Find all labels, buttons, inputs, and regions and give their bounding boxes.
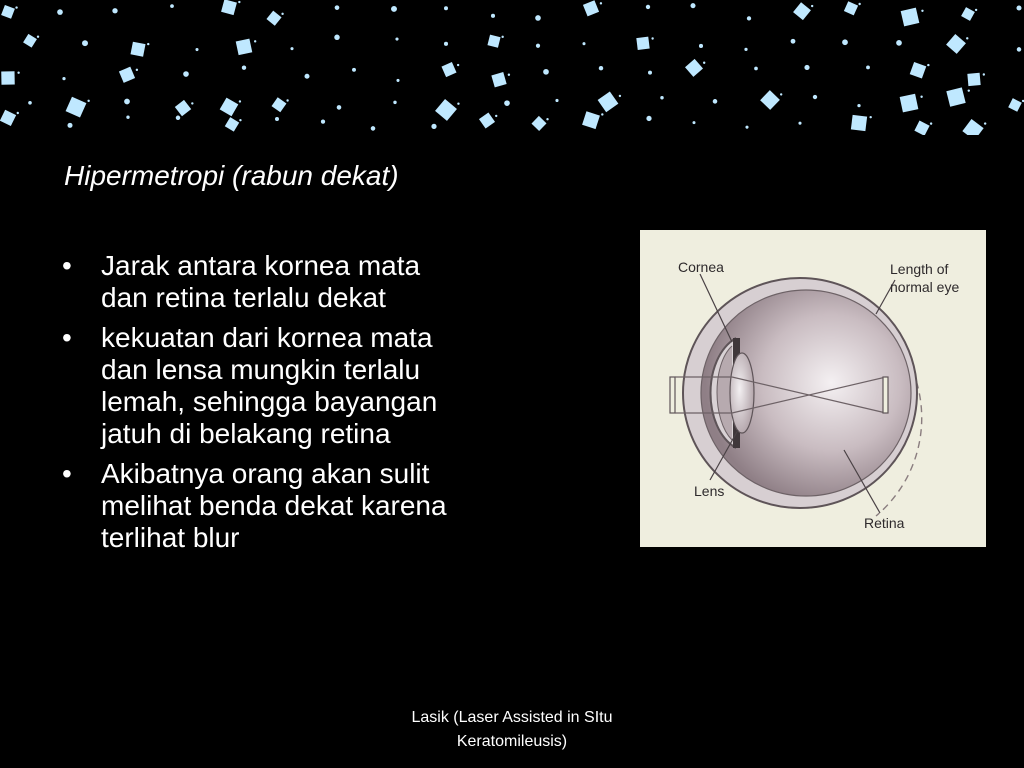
star-dot <box>335 5 340 10</box>
star-dot <box>112 8 117 13</box>
star-sparkle <box>281 13 283 15</box>
star-sparkle <box>254 40 256 42</box>
star-shape <box>236 39 253 56</box>
star-dot <box>747 16 751 20</box>
retina-label: Retina <box>864 515 905 531</box>
star-dot <box>393 101 396 104</box>
star-shape <box>435 99 457 121</box>
star-sparkle <box>600 2 602 4</box>
star-sparkle <box>37 36 39 38</box>
star-dot <box>646 5 650 9</box>
star-shape <box>272 97 287 112</box>
star-sparkle <box>975 9 977 11</box>
star-dot <box>304 74 309 79</box>
star-dot <box>352 68 356 72</box>
star-shape <box>225 117 239 131</box>
star-sparkle <box>619 95 621 97</box>
star-shape <box>910 62 927 79</box>
star-shape <box>946 34 966 54</box>
star-border-decoration <box>0 0 1024 135</box>
star-dot <box>1017 47 1021 51</box>
star-dot <box>791 39 796 44</box>
star-dot <box>444 42 448 46</box>
star-sparkle <box>601 113 603 115</box>
star-shape <box>0 110 16 126</box>
lens-shape <box>730 353 754 433</box>
star-dot <box>126 116 129 119</box>
star-dot <box>176 116 180 120</box>
star-shape <box>598 91 619 112</box>
star-dot <box>28 101 32 105</box>
star-shape <box>1 5 15 19</box>
object-left <box>670 377 675 413</box>
bullet-line: jatuh di belakang retina <box>101 418 391 449</box>
star-dot <box>699 44 703 48</box>
star-sparkle <box>87 100 89 102</box>
bullet-line: kekuatan dari kornea mata <box>101 322 433 353</box>
star-sparkle <box>457 64 459 66</box>
star-dot <box>124 99 130 105</box>
star-dot <box>599 66 603 70</box>
star-dot <box>896 40 902 46</box>
star-dot <box>183 71 189 77</box>
star-dot <box>535 15 541 21</box>
star-dot <box>431 124 436 129</box>
star-dot <box>744 48 747 51</box>
star-dot <box>555 99 558 102</box>
star-dot <box>371 126 376 131</box>
star-dot <box>504 100 510 106</box>
star-sparkle <box>17 112 19 114</box>
star-shape <box>901 8 920 27</box>
star-dot <box>321 119 325 123</box>
star-shape <box>914 121 929 135</box>
image-right <box>883 377 888 413</box>
star-sparkle <box>920 96 922 98</box>
star-dot <box>391 6 397 12</box>
star-dot <box>804 65 809 70</box>
star-sparkle <box>457 102 459 104</box>
star-sparkle <box>501 36 503 38</box>
star-shape <box>491 72 506 87</box>
star-shape <box>685 59 703 77</box>
bullet-item <box>56 250 536 314</box>
star-sparkle <box>239 119 241 121</box>
star-sparkle <box>147 43 149 45</box>
star-dot <box>57 9 63 15</box>
bullet-icon: • <box>62 322 72 353</box>
star-dot <box>334 35 339 40</box>
star-shape <box>487 35 500 48</box>
star-dot <box>491 14 495 18</box>
star-sparkle <box>930 122 932 124</box>
star-sparkle <box>869 116 871 118</box>
eye-diagram <box>640 230 986 547</box>
star-sparkle <box>966 37 968 39</box>
bullet-list <box>56 250 536 562</box>
star-sparkle <box>15 6 17 8</box>
star-shape <box>900 94 919 113</box>
star-shape <box>1008 98 1022 112</box>
star-shape <box>441 62 456 77</box>
star-shape <box>851 115 867 131</box>
star-sparkle <box>968 89 970 91</box>
star-shape <box>760 90 780 110</box>
star-dot <box>275 117 279 121</box>
star-shape <box>582 111 600 129</box>
star-shape <box>175 100 191 116</box>
star-shape <box>220 98 239 117</box>
bullet-line: terlihat blur <box>101 522 240 553</box>
star-shape <box>221 0 237 15</box>
star-sparkle <box>858 3 860 5</box>
star-dot <box>646 116 651 121</box>
star-sparkle <box>927 64 929 66</box>
star-shape <box>967 73 980 86</box>
star-sparkle <box>703 62 705 64</box>
star-dot <box>582 42 585 45</box>
bullet-line: lemah, sehingga bayangan <box>101 386 438 417</box>
star-shape <box>130 42 145 57</box>
star-dot <box>395 37 398 40</box>
star-shape <box>266 11 281 26</box>
slide-footer <box>366 706 658 754</box>
star-sparkle <box>238 1 240 3</box>
bullet-icon: • <box>62 458 72 489</box>
star-dot <box>536 44 540 48</box>
star-sparkle <box>495 115 497 117</box>
star-sparkle <box>191 102 193 104</box>
star-dot <box>242 66 246 70</box>
star-shape <box>636 37 649 50</box>
bullet-line: dan retina terlalu dekat <box>101 282 386 313</box>
star-dot <box>337 105 342 110</box>
star-shape <box>119 67 135 83</box>
star-sparkle <box>17 72 19 74</box>
bullet-item <box>56 458 536 554</box>
star-dot <box>170 4 174 8</box>
star-sparkle <box>508 74 510 76</box>
star-sparkle <box>546 118 548 120</box>
star-dot <box>648 71 652 75</box>
star-dot <box>866 65 870 69</box>
star-sparkle <box>811 5 813 7</box>
star-dot <box>745 126 748 129</box>
star-shape <box>479 112 495 128</box>
star-sparkle <box>136 69 138 71</box>
footer-line: Keratomileusis) <box>456 733 568 750</box>
star-sparkle <box>780 93 782 95</box>
star-shape <box>844 1 858 15</box>
star-sparkle <box>651 37 653 39</box>
star-shape <box>66 97 87 118</box>
star-shape <box>946 87 965 106</box>
slide-title: Hipermetropi (rabun dekat) <box>64 160 399 191</box>
star-dot <box>1016 5 1021 10</box>
star-dot <box>713 99 718 104</box>
star-dot <box>692 121 695 124</box>
cornea-label: Cornea <box>678 259 724 275</box>
star-dot <box>67 123 72 128</box>
star-shape <box>531 116 546 131</box>
star-dot <box>813 95 817 99</box>
star-sparkle <box>286 99 288 101</box>
star-sparkle <box>921 10 923 12</box>
bullet-line: Akibatnya orang akan sulit <box>101 458 430 489</box>
star-shape <box>1 71 15 85</box>
length-label-line2: normal eye <box>890 279 960 295</box>
bullet-line: melihat benda dekat karena <box>101 490 447 521</box>
star-shape <box>583 0 599 16</box>
bullet-icon: • <box>62 250 72 281</box>
bullet-item <box>56 322 536 450</box>
star-sparkle <box>984 122 986 124</box>
star-shape <box>793 2 811 20</box>
bullet-line: Jarak antara kornea mata <box>101 250 421 281</box>
star-dot <box>396 79 399 82</box>
star-sparkle <box>239 100 241 102</box>
star-dot <box>842 39 848 45</box>
star-sparkle <box>983 73 985 75</box>
star-dot <box>195 48 198 51</box>
star-dot <box>690 3 695 8</box>
star-dot <box>82 40 88 46</box>
star-dot <box>798 122 801 125</box>
length-label-line1: Length of <box>890 261 949 277</box>
star-shape <box>23 34 37 48</box>
bullet-line: dan lensa mungkin terlalu <box>101 354 421 385</box>
footer-line: Lasik (Laser Assisted in SItu <box>411 709 613 726</box>
star-dot <box>543 69 549 75</box>
star-dot <box>660 96 663 99</box>
star-dot <box>444 6 448 10</box>
star-dot <box>62 77 65 80</box>
star-dot <box>290 47 293 50</box>
star-shape <box>962 119 983 135</box>
star-shape <box>961 7 975 21</box>
star-dot <box>857 104 860 107</box>
lens-label: Lens <box>694 483 725 499</box>
star-dot <box>754 67 758 71</box>
eye-diagram-illustration <box>640 230 986 547</box>
